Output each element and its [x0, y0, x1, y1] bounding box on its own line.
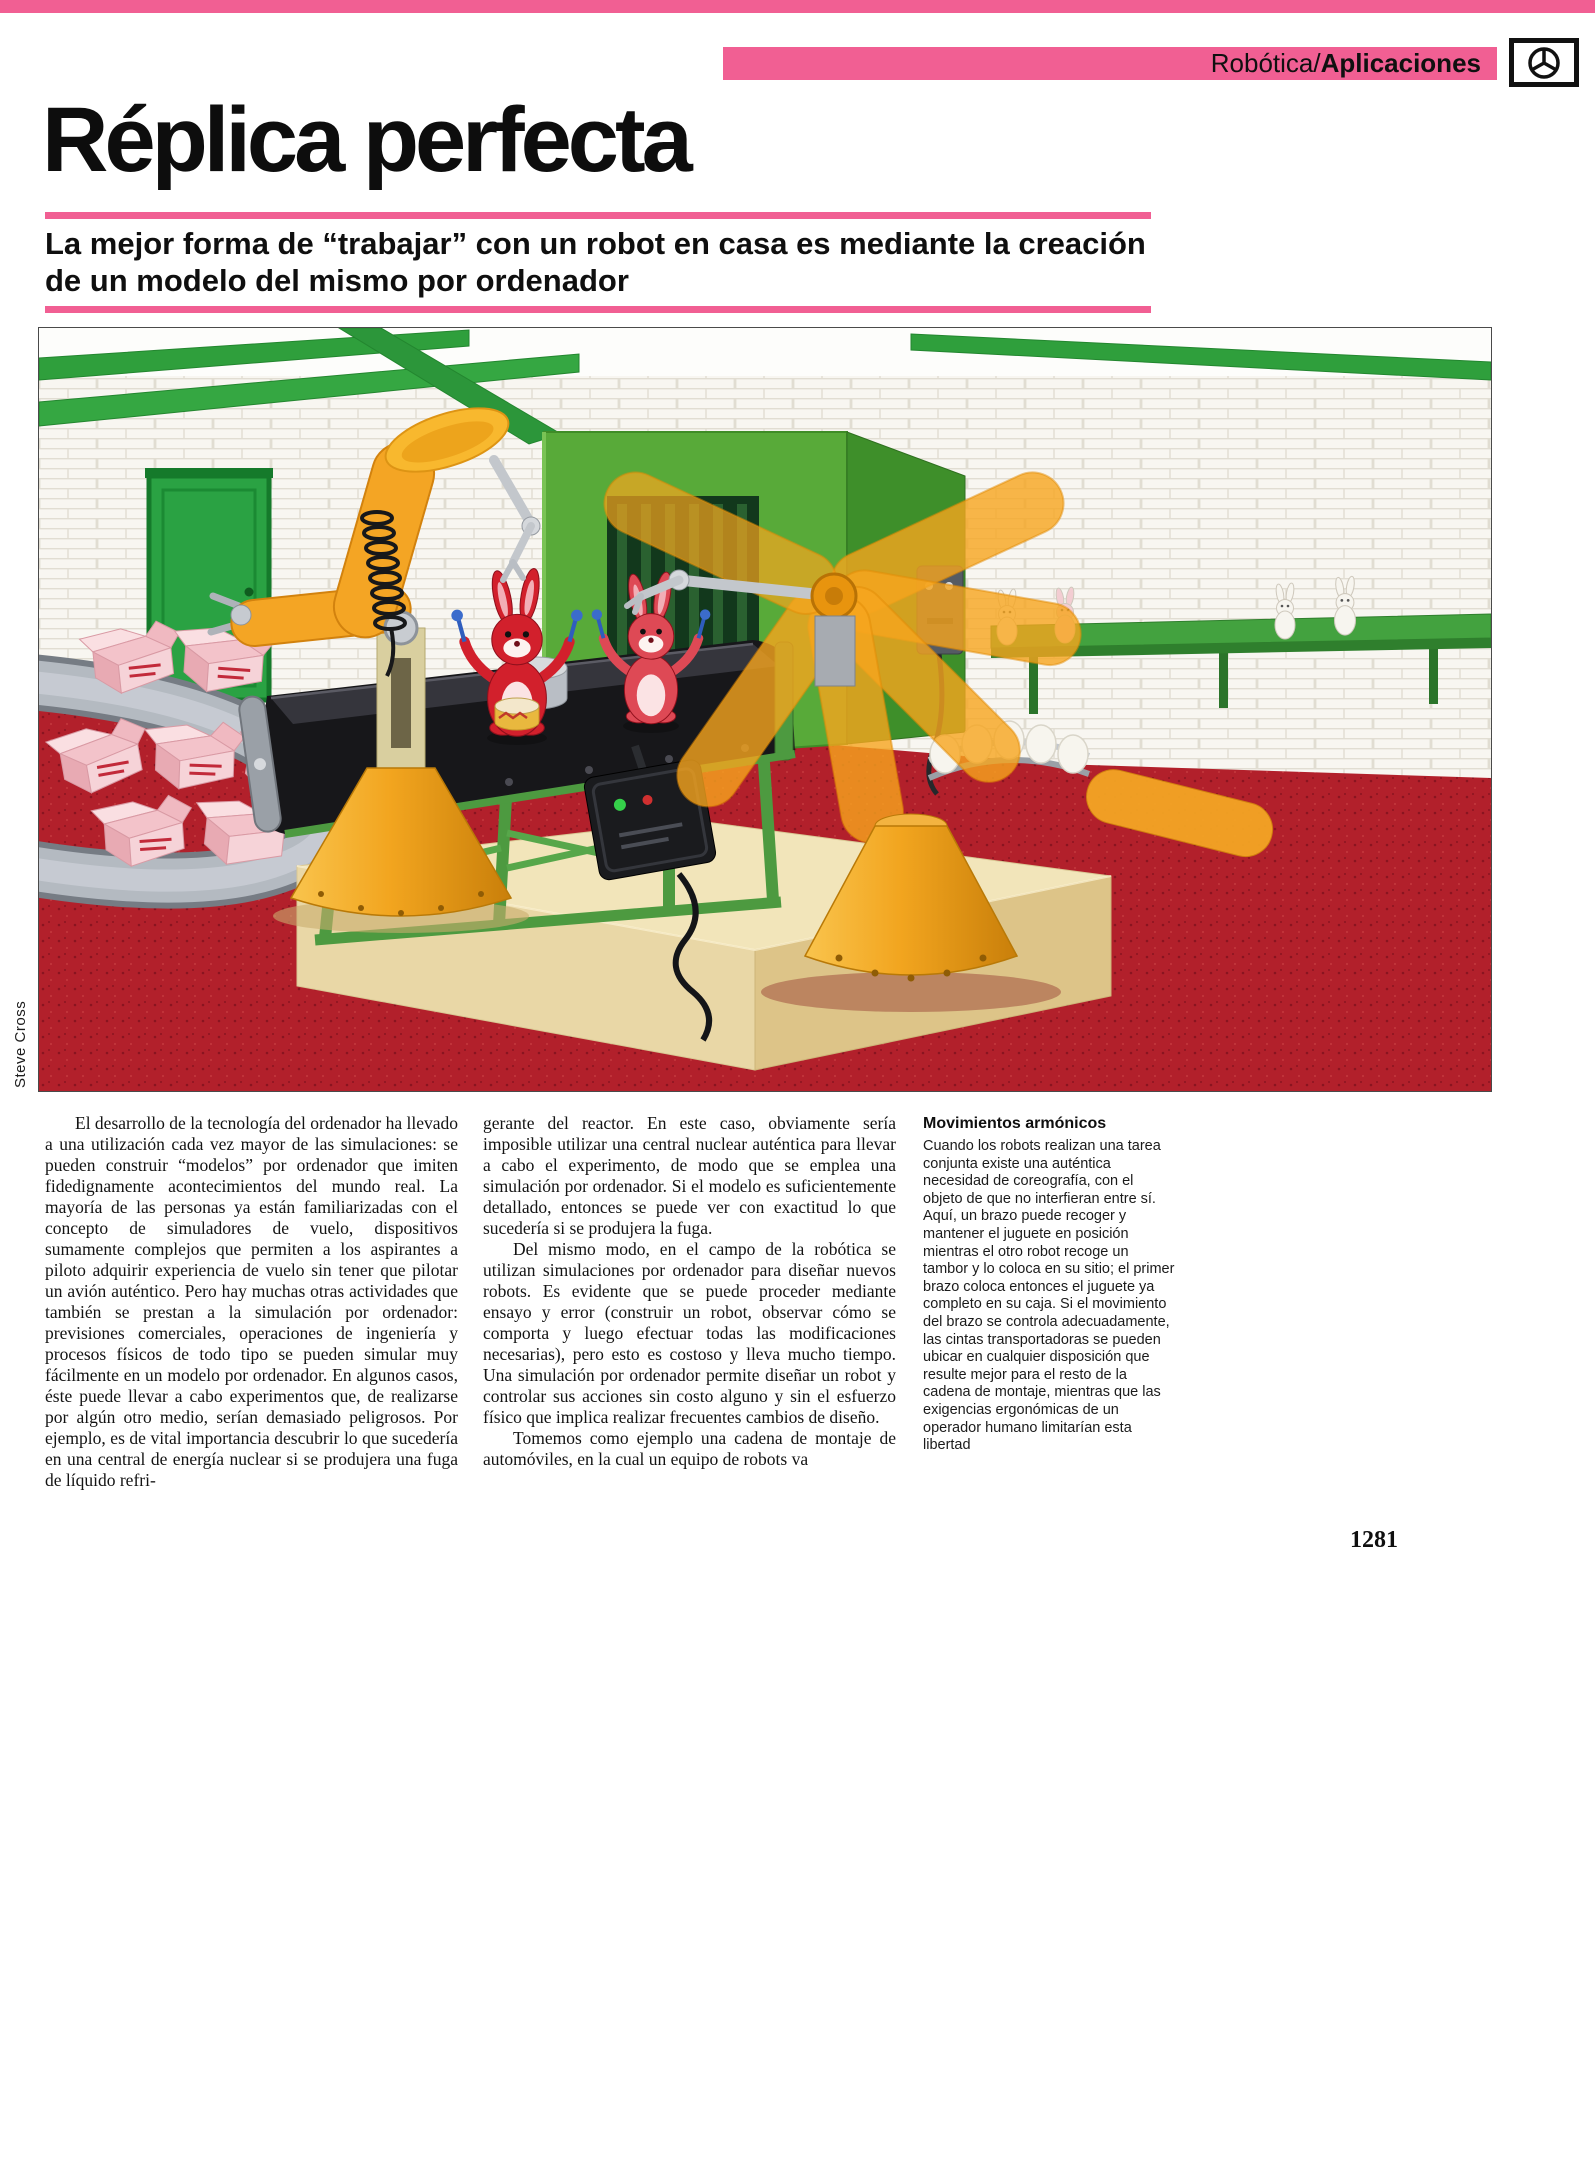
body-column-2 [483, 1113, 896, 1491]
page-title: Réplica perfecta [42, 89, 689, 191]
section-kicker [723, 47, 1497, 80]
kicker-subsection-label: Aplicaciones [1320, 48, 1481, 78]
wheel-icon [1518, 45, 1570, 81]
body-column-1 [45, 1113, 458, 1491]
sidebar-body: Cuando los robots realizan una tarea conjunta existe una auténtica necesidad de coreografía, con el objeto de que no interfieran entre sí. Aquí, un brazo puede recoger y mantener el juguete en posición mientras el otro robot recoge un tambor y lo coloca en su sitio; el primer brazo coloca entonces el juguete ya completo en su caja. Si el movimiento del brazo se controla adecuadamente, las cintas transportadoras se pueden ubicar en cualquier disposición que resulte mejor para el resto de la cadena de montaje, mientras que las exigencias ergonómicas de un operador humano limitarían esta libertad [923, 1138, 1175, 1454]
sidebar-heading: Movimientos armónicos [923, 1115, 1107, 1132]
page-number: 1281 [1350, 1527, 1398, 1553]
illustration-credit: Steve Cross [12, 1000, 29, 1088]
body-paragraph: gerante del reactor. En este caso, obviamente sería imposible utilizar una central nuclear auténtica para llevar a cabo el experimento, de modo que se emplea una simulación por ordenador. Si el modelo es suficientemente detallado, entonces se puede ver con exactitud lo que sucedería si se produjera la fuga. [483, 1113, 896, 1238]
title-rule-top [45, 212, 1151, 219]
title-rule-bottom [45, 306, 1151, 313]
body-paragraph: Tomemos como ejemplo una cadena de montaje de automóviles, en la cual un equipo de robots va [483, 1428, 896, 1469]
factory-illustration [39, 328, 1491, 1091]
page-subtitle: La mejor forma de “trabajar” con un robot en casa es mediante la creación de un modelo del mismo por ordenador [45, 226, 1146, 298]
top-accent-bar [0, 0, 1595, 13]
sidebar-column [923, 1113, 1175, 1491]
robotics-section-icon [1509, 38, 1579, 87]
body-paragraph: El desarrollo de la tecnología del ordenador ha llevado a una utilización cada vez mayor de las simulaciones: se pueden construir “modelos” por ordenador que imiten fidedignamente acontecimientos del mundo real. La mayoría de las personas ya están familiarizadas con el concepto de simuladores de vuelo, dispositivos sumamente complejos que permiten a los aspirantes a piloto adquirir experiencia de vuelo sin tener que pilotar un avión auténtico. Pero hay muchas otras actividades que también se prestan a la simulación por ordenador: previsiones comerciales, operaciones de ingeniería y procesos físicos de todo tipo se pueden simular muy fácilmente en un modelo por ordenador. En algunos casos, éste puede llevar a cabo experimentos que, de realizarse por algún otro medio, serían demasiado peligrosos. Por ejemplo, es de vital importancia descubrir lo que sucedería en una central de energía nuclear si se produjera una fuga de líquido refri- [45, 1113, 458, 1490]
body-paragraph: Del mismo modo, en el campo de la robótica se utilizan simulaciones por ordenador para diseñar nuevos robots. Es evidente que se puede proceder mediante ensayo y error (construir un robot, observar cómo se comporta y luego efectuar todas las modificaciones necesarias), pero esto es costoso y lleva mucho tiempo. Una simulación por ordenador permite diseñar un robot y controlar sus acciones sin costo alguno y sin el esfuerzo físico que implica realizar frecuentes cambios de diseño. [483, 1239, 896, 1427]
illustration-frame [38, 327, 1492, 1092]
kicker-section-label: Robótica/ [1210, 48, 1321, 78]
article-columns [45, 1113, 1215, 1491]
